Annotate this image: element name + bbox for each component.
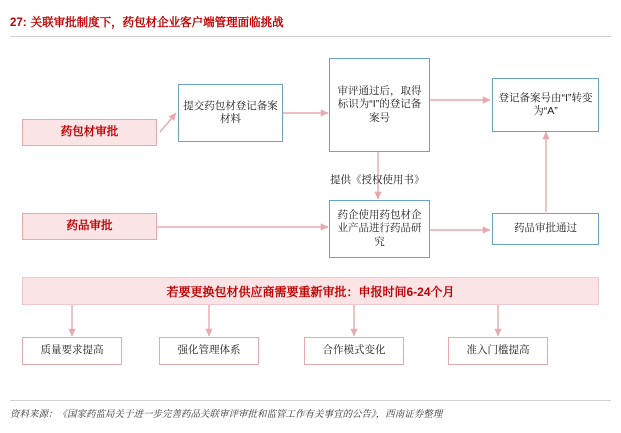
label-authorization-note: 提供《授权使用书》 — [330, 174, 425, 186]
outcome-box-3 — [304, 337, 404, 365]
node-label: 药品审批 — [66, 220, 113, 233]
title-divider — [10, 36, 611, 37]
node-enterprise-research — [329, 200, 430, 258]
node-drug-approval-passed — [492, 213, 599, 245]
outcome-label: 准入门槛提高 — [466, 344, 530, 357]
outcome-label: 合作模式变化 — [322, 344, 386, 357]
outcome-box-4 — [448, 337, 548, 365]
node-submit-materials — [178, 84, 283, 142]
source-divider — [10, 400, 611, 401]
node-registration-number-change — [492, 78, 599, 132]
node-label: 药品审批通过 — [514, 222, 577, 235]
node-drug-packaging-approval — [22, 119, 157, 146]
title-text: 关联审批制度下，药包材企业客户端管理面临挑战 — [30, 17, 284, 29]
node-label: 药包材审批 — [60, 126, 119, 139]
outcome-box-1 — [22, 337, 122, 365]
node-label: 药企使用药包材企业产品进行药品研究 — [337, 209, 422, 248]
outcome-label: 强化管理体系 — [177, 344, 241, 357]
node-label: 提交药包材登记备案材料 — [183, 99, 278, 125]
page-title — [10, 14, 610, 30]
outcome-box-2 — [159, 337, 259, 365]
node-label: 审评通过后，取得标识为“I”的登记备案号 — [337, 85, 422, 124]
outcome-label: 质量要求提高 — [40, 344, 104, 357]
title-number: 27: — [10, 17, 27, 29]
banner-label: 若要更换包材供应商需要重新审批：申报时间6-24个月 — [166, 284, 455, 299]
banner-reapproval-notice — [22, 277, 599, 305]
source-note: 资料来源：《国家药监局关于进一步完善药品关联审评审批和监管工作有关事宜的公告》，西南证券整理 — [10, 409, 443, 420]
node-after-approval — [329, 58, 430, 152]
node-drug-approval — [22, 213, 157, 240]
node-label: 登记备案号由“I”转变为“A” — [498, 91, 593, 117]
